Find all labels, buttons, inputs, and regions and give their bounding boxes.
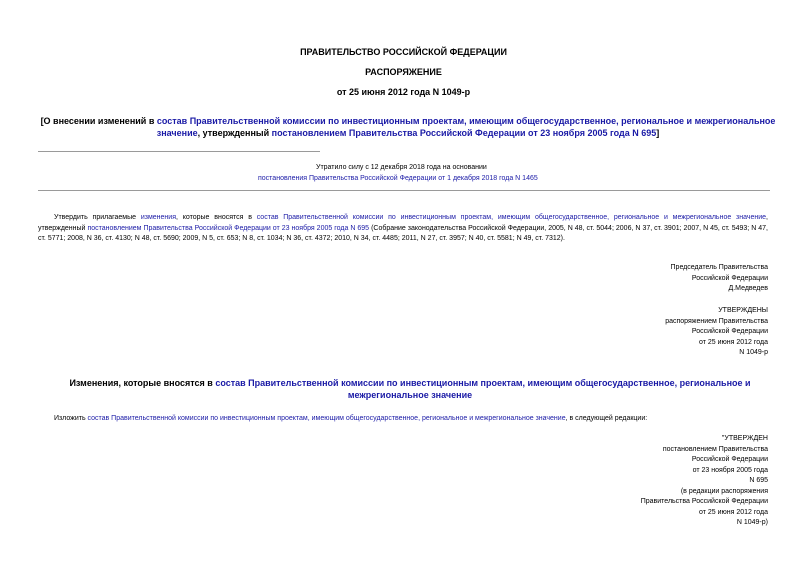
approved2-line-9: N 1049-р) xyxy=(736,519,768,526)
approved2-line-7: Правительства Российской Федерации xyxy=(640,498,768,505)
approved-2-block xyxy=(641,434,768,529)
government-heading: ПРАВИТЕЛЬСТВО РОССИЙСКОЙ ФЕДЕРАЦИИ xyxy=(300,47,507,57)
changes-p-text-a: Изложить xyxy=(54,415,88,422)
approved2-line-6: (в редакции распоряжения xyxy=(680,487,768,495)
signature-line-2: Российской Федерации xyxy=(691,274,768,282)
body-paragraph xyxy=(38,213,768,245)
title-link-decree[interactable]: постановлением Правительства Российской Федерации от 23 ноября 2005 года N 695 xyxy=(271,128,657,138)
title-close: ] xyxy=(656,128,660,138)
signature-line-1: Председатель Правительства xyxy=(670,264,768,271)
p1-link-commission[interactable]: состав Правительственной комиссии по инвестиционным проектам, имеющим общегосударственное, региональное и межрегиональное значение xyxy=(256,214,767,221)
approved2-line-5: N 695 xyxy=(749,477,768,484)
divider-long xyxy=(38,190,770,191)
approved2-line-3: Российской Федерации xyxy=(691,456,768,463)
document-type: РАСПОРЯЖЕНИЕ xyxy=(365,67,442,77)
approved-line-5: N 1049-р xyxy=(739,349,768,356)
p1-link-decree[interactable]: постановлением Правительства Российской Федерации от 23 ноября 2005 года N 695 xyxy=(87,224,370,232)
notice-text: Утратило силу с 12 декабря 2018 года на основании xyxy=(316,164,487,171)
document-date-number: от 25 июня 2012 года N 1049-р xyxy=(336,87,471,97)
approved-line-2: распоряжением Правительства xyxy=(665,317,768,325)
p1-link-changes[interactable]: изменения xyxy=(140,214,176,221)
title-mid: , утвержденный xyxy=(197,128,272,138)
p1-text-d: (Собрание законодательства Российской Федерации, 2005, N 48, ст. 5044; 2006, N 37, ст. 3901; 2007, N 45, ст. 5493; N 47, ст. 5771; 2008, N 36, ст. 4130; N 48, ст. 5690; 2009, N 5, ст. 653; N 8, ст. 1034; N 36, ст. 4372; 2010, N 34, ст. 4485; 2011, N 27, ст. 3957; N 40, ст. 5581; N 49, ст. 7312). xyxy=(38,224,768,242)
divider-short xyxy=(38,151,320,152)
signature-line-3: Д.Медведев xyxy=(728,285,768,292)
notice-link[interactable]: постановления Правительства Российской Федерации от 1 декабря 2018 года N 1465 xyxy=(258,175,538,182)
title-link-commission[interactable]: состав Правительственной комиссии по инвестиционным проектам, имеющим общегосударственное, региональное и межрегиональное значение xyxy=(156,116,776,138)
title-open: [О внесении изменений в xyxy=(40,116,157,126)
approved-line-4: от 25 июня 2012 года xyxy=(698,338,768,346)
changes-p-link[interactable]: состав Правительственной комиссии по инвестиционным проектам, имеющим общегосударственное, региональное и межрегиональное значение xyxy=(87,415,566,422)
approved-line-1: УТВЕРЖДЕНЫ xyxy=(718,307,768,314)
p1-text-a: Утвердить прилагаемые xyxy=(54,214,141,221)
changes-paragraph xyxy=(54,414,774,425)
document-title xyxy=(38,115,778,139)
approved-block xyxy=(665,306,768,359)
p1-text-b: , которые вносятся в xyxy=(176,214,257,221)
changes-heading xyxy=(60,377,760,401)
approved-line-3: Российской Федерации xyxy=(691,328,768,335)
signature-block xyxy=(671,263,768,295)
approved2-line-1: "УТВЕРЖДЕН xyxy=(721,435,768,442)
changes-p-text-b: , в следующей редакции: xyxy=(565,415,648,422)
p1-text-c: , утвержденный xyxy=(38,214,768,232)
changes-heading-link[interactable]: состав Правительственной комиссии по инвестиционным проектам, имеющим общегосударственное, региональное и межрегиональное значение xyxy=(215,378,751,400)
approved2-line-4: от 23 ноября 2005 года xyxy=(692,466,768,474)
approved2-line-8: от 25 июня 2012 года xyxy=(698,508,768,516)
changes-heading-text: Изменения, которые вносятся в xyxy=(69,378,216,388)
approved2-line-2: постановлением Правительства xyxy=(662,445,768,453)
